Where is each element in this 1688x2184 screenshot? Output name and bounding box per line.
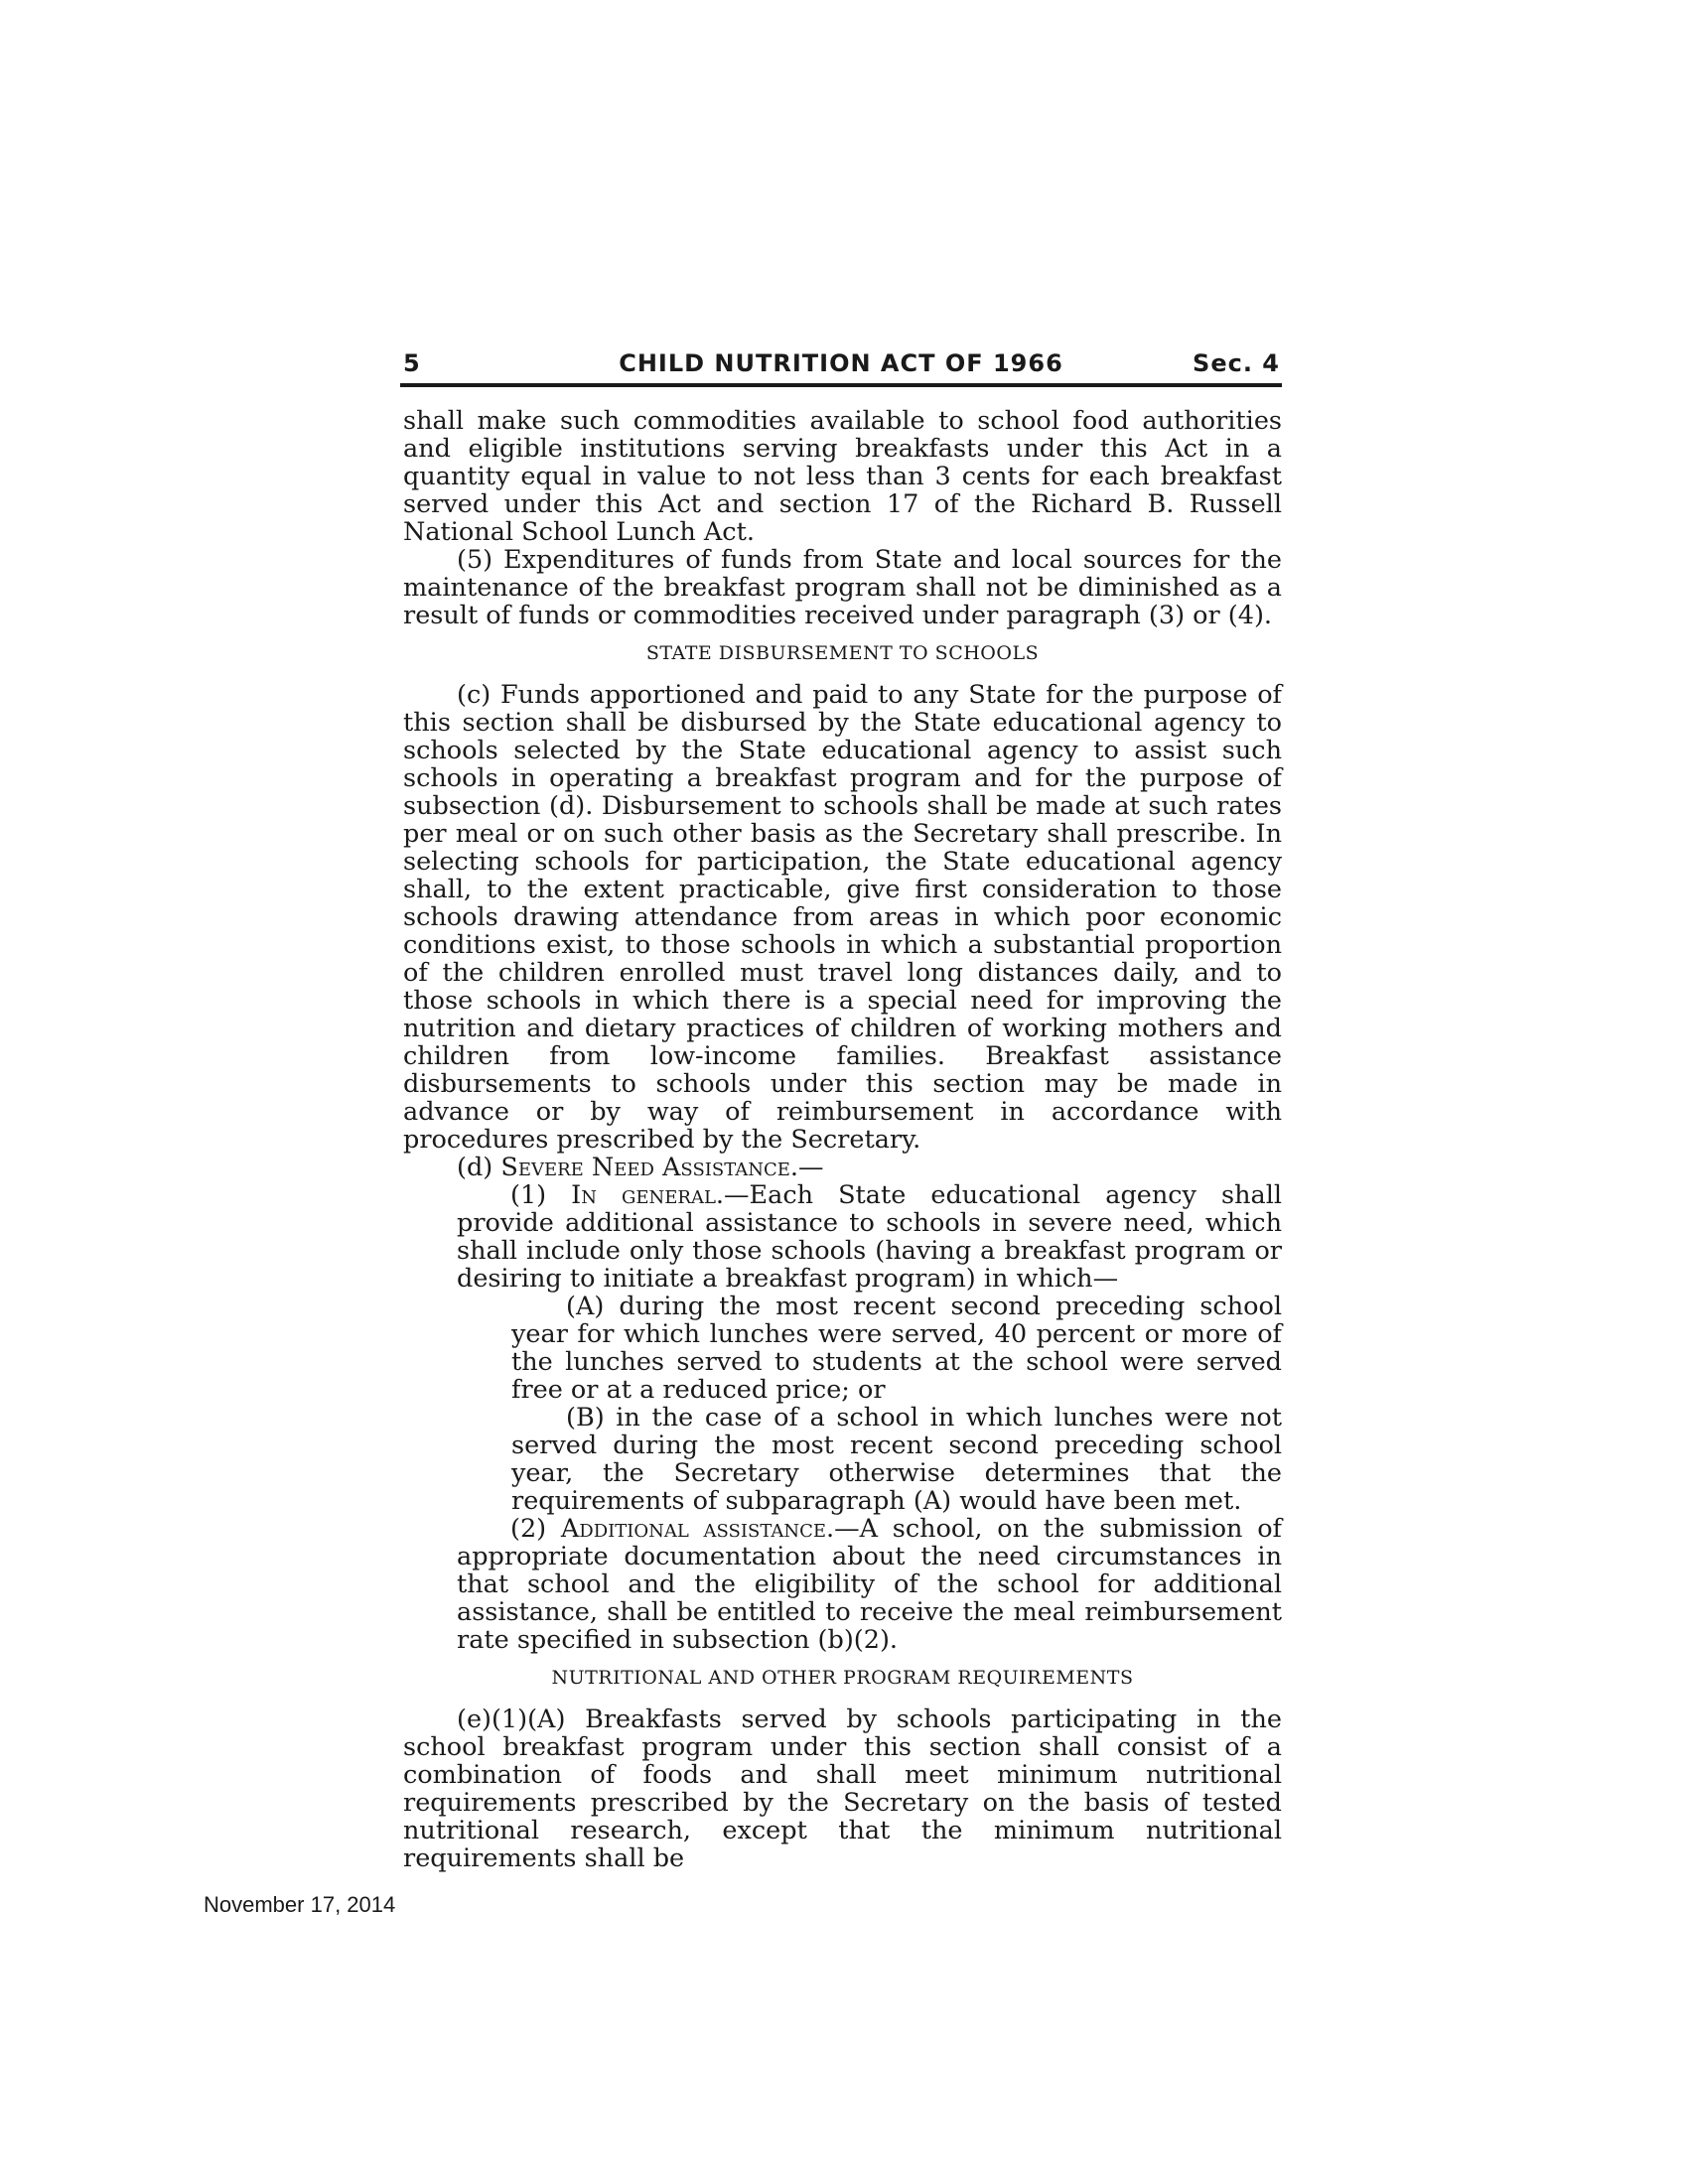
footer-date: November 17, 2014 bbox=[204, 1892, 396, 1917]
paragraph-d1A: (A) during the most recent second preceding school year for which lunches were served, 40 percent or more of the lunches served to students at the school were served free or at a reduced price; or bbox=[511, 1292, 1282, 1405]
paragraph-d1-label: (1) bbox=[510, 1180, 547, 1210]
paragraph-d1B: (B) in the case of a school in which lunches were not served during the most recent second preceding school year, the Secretary otherwise determines that the requirements of subparagraph (A) would have been met. bbox=[511, 1403, 1282, 1516]
running-title: CHILD NUTRITION ACT OF 1966 bbox=[619, 349, 1063, 377]
paragraph-b5: (5) Expenditures of funds from State and local sources for the maintenance of the breakfast program shall not be diminished as a result of funds or commodities received under paragraph (3) or (4). bbox=[403, 545, 1282, 630]
paragraph-d2 bbox=[403, 1515, 1282, 1654]
running-header bbox=[400, 343, 1282, 387]
page-number: 5 bbox=[403, 349, 421, 377]
paragraph-e1A: (e)(1)(A) Breakfasts served by schools participating in the school breakfast program under this section shall consist of a combination of foods and shall meet minimum nutritional requirements prescribed by the Secretary on the basis of tested nutritional research, except that the minimum nutritional requirements shall be bbox=[403, 1705, 1282, 1873]
paragraph-d2-heading: Additional assistance. bbox=[560, 1514, 835, 1544]
section-label: Sec. 4 bbox=[1193, 349, 1280, 377]
section-heading-state-disbursement: STATE DISBURSEMENT TO SCHOOLS bbox=[645, 642, 1040, 664]
section-heading-nutritional: NUTRITIONAL AND OTHER PROGRAM REQUIREMENTS bbox=[551, 1667, 1134, 1689]
paragraph-continued: shall make such commodities available to school food authorities and eligible institutions serving breakfasts under this Act in a quantity equal in value to not less than 3 cents for each breakfast served under this Act and section 17 of the Richard B. Russell National School Lunch Act. bbox=[403, 406, 1282, 547]
paragraph-d-heading: Severe Need Assistance.— bbox=[500, 1153, 824, 1182]
paragraph-d1 bbox=[403, 1181, 1282, 1293]
statute-body bbox=[403, 407, 1282, 1872]
paragraph-d bbox=[403, 1154, 1282, 1181]
paragraph-d2-label: (2) bbox=[510, 1514, 547, 1544]
paragraph-d1-heading: In general. bbox=[571, 1180, 725, 1210]
paragraph-c: (c) Funds apportioned and paid to any State for the purpose of this section shall be disbursed by the State educational agency to schools selected by the State educational agency to assist such schools in operating a breakfast program and for the purpose of subsection (d). Disbursement to schools shall be made at such rates per meal or on such other basis as the Secretary shall prescribe. In selecting schools for participation, the State educational agency shall, to the extent practicable, give first consideration to those schools drawing attendance from areas in which poor economic conditions exist, to those schools in which a substantial proportion of the children enrolled must travel long distances daily, and to those schools in which there is a special need for improving the nutrition and dietary practices of children of working mothers and children from low-income families. Breakfast assistance disbursements to schools under this section may be made in advance or by way of reimbursement in accordance with procedures prescribed by the Secretary. bbox=[403, 680, 1282, 1155]
paragraph-d-label: (d) bbox=[457, 1153, 493, 1182]
paragraph-d1-text: —Each State educational agency shall provide additional assistance to schools in severe need, which shall include only those schools (having a breakfast program or desiring to initiate a breakfast program) in which— bbox=[457, 1180, 1283, 1294]
paragraph-d2-text: —A school, on the submission of appropriate documentation about the need circumstances in that school and the eligibility of the school for additional assistance, shall be entitled to receive the meal reimbursement rate specified in subsection (b)(2). bbox=[457, 1514, 1282, 1655]
